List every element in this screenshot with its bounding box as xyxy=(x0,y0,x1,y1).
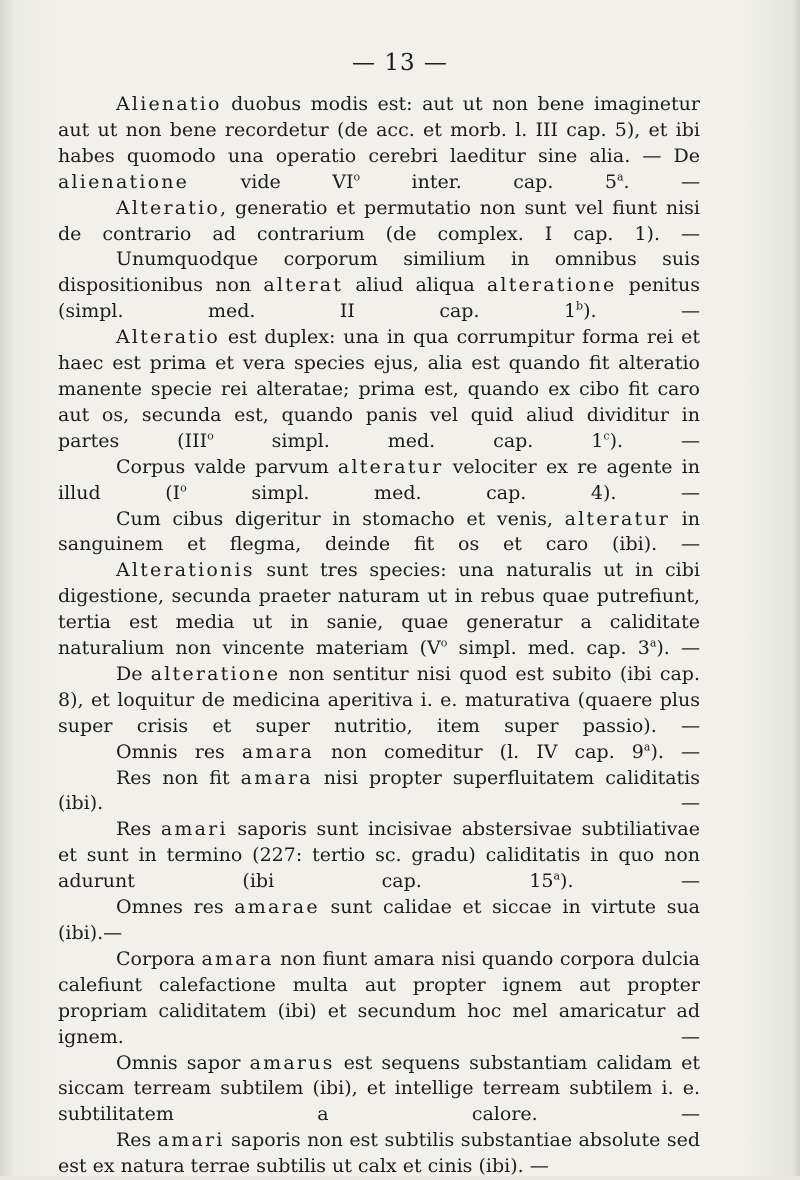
paragraph xyxy=(58,662,700,740)
text-run: simpl. med. cap. 1 xyxy=(213,429,604,452)
paragraph xyxy=(58,558,700,662)
spaced-keyword: alteratur xyxy=(564,507,671,530)
spaced-keyword: alteratione xyxy=(486,274,617,297)
spaced-keyword: amara xyxy=(201,947,274,970)
text-run: non fiunt amara nisi quando corpora dulcia calefiunt calefactione multa aut propter ignem aut propter propriam caliditatem (ibi) et secundum hoc mel amaricatur ad ignem. — xyxy=(58,947,700,1048)
paragraph xyxy=(58,895,700,947)
superscript: o xyxy=(440,636,448,650)
text-run: aliud aliqua xyxy=(343,274,487,297)
text-run: ). — xyxy=(609,429,700,452)
text-run: in sanguinem et flegma, deinde fit os et caro (ibi). — xyxy=(58,507,700,556)
text-run: penitus (simpl. med. II cap. 1 xyxy=(58,274,700,323)
spaced-keyword: Alteratio xyxy=(116,196,221,219)
text-run: simpl. med. cap. 4). — xyxy=(186,481,700,504)
superscript: b xyxy=(576,299,584,313)
text-run: est duplex: una in qua corrumpitur forma rei et haec est prima et vera species ejus, alia est quando fit alteratio manente specie rei alteratae; prima est, quando ex cibo fit caro aut os, secunda est, quando panis vel quid aliud dividitur in partes (III xyxy=(58,326,700,452)
text-run: duobus modis est: aut ut non bene imaginetur aut ut non bene recordetur (de acc. et morb. l. III cap. 5), et ibi habes quomodo una operatio cerebri laeditur sine alia. — De xyxy=(58,93,700,167)
body-text xyxy=(58,92,700,1180)
text-run: Corpus valde parvum xyxy=(116,455,338,478)
superscript: o xyxy=(353,170,361,184)
text-run: . — xyxy=(623,170,700,193)
spaced-keyword: amarae xyxy=(234,896,320,919)
text-run: inter. cap. 5 xyxy=(360,170,617,193)
spaced-keyword: alteratione xyxy=(150,662,281,685)
text-run: Res xyxy=(116,818,161,841)
text-run: vide VI xyxy=(189,170,354,193)
spaced-keyword: amari xyxy=(160,818,228,841)
text-run: nisi propter superfluitatem caliditatis (ibi). — xyxy=(58,766,701,815)
text-run: Res xyxy=(116,1129,158,1152)
text-run: Omnis sapor xyxy=(116,1051,250,1074)
paragraph xyxy=(58,1128,700,1180)
page-number: — 13 — xyxy=(352,50,448,76)
paragraph xyxy=(58,740,700,766)
text-run: simpl. med. cap. 3 xyxy=(447,637,650,660)
text-run: Omnes res xyxy=(116,896,235,919)
spaced-keyword: amari xyxy=(157,1129,225,1152)
text-run: ). — xyxy=(583,300,700,323)
superscript: o xyxy=(207,429,214,443)
text-run: Omnis res xyxy=(116,740,242,763)
paragraph xyxy=(58,817,700,895)
text-run: Res non fit xyxy=(116,766,241,789)
text-run: ). — xyxy=(656,637,701,660)
spaced-keyword: amara xyxy=(241,740,314,763)
text-run: est sequens substantiam calidam et siccam terream subtilem (ibi), et intellige terream subtilem i. e. subtilitatem a calore. — xyxy=(58,1051,700,1126)
paragraph xyxy=(58,92,700,196)
text-run: , generatio et permutatio non sunt vel fiunt nisi de contrario ad contrarium (de complex. I cap. 1). — xyxy=(58,196,700,245)
text-run: Corpora xyxy=(116,947,202,970)
paragraph xyxy=(58,455,700,507)
text-run: velociter ex re agente in illud (I xyxy=(58,455,700,504)
text-run: Cum cibus digeritur in stomacho et venis, xyxy=(116,507,565,530)
paragraph xyxy=(58,507,700,559)
superscript: a xyxy=(616,170,624,184)
paragraph xyxy=(58,1051,700,1129)
text-run: ). — xyxy=(650,740,700,763)
superscript: a xyxy=(649,636,657,650)
superscript: o xyxy=(180,481,187,495)
superscript: a xyxy=(553,869,561,883)
text-run: Unumquodque corporum similium in omnibus suis dispositionibus non xyxy=(58,248,700,297)
paragraph xyxy=(58,247,700,325)
text-run: De xyxy=(116,662,151,685)
text-run: ). — xyxy=(560,870,700,893)
spaced-keyword: alteratur xyxy=(337,455,444,478)
paragraph xyxy=(58,196,700,248)
text-run: saporis sunt incisivae abstersivae subtiliativae et sunt in termino (227: tertio sc. gradu) caliditatis in quo non adurunt (ibi cap. 15 xyxy=(58,818,700,893)
text-run: non sentitur nisi quod est subito (ibi cap. 8), et loquitur de medicina aperitiva i. e. maturativa (quaere plus super crisis et super nutritio, item super passio). — xyxy=(58,662,700,737)
paragraph xyxy=(58,766,700,818)
spaced-keyword: Alteratio xyxy=(116,326,221,349)
superscript: a xyxy=(643,740,651,754)
text-run: sunt tres species: una naturalis ut in cibi digestione, secunda praeter naturam ut in rebus quae putrefiunt, tertia est media ut in sanie, quae generatur a caliditate naturalium non vincente materiam (V xyxy=(58,559,700,660)
spaced-keyword: amarus xyxy=(249,1051,335,1074)
spaced-keyword: Alterationis xyxy=(116,559,255,582)
text-run: non comeditur (l. IV cap. 9 xyxy=(313,740,644,763)
text-run: sunt calidae et siccae in virtute sua (ibi).— xyxy=(58,896,701,944)
paragraph xyxy=(58,947,700,1051)
superscript: c xyxy=(603,429,610,443)
spaced-keyword: Alienatio xyxy=(116,93,222,115)
spaced-keyword: amara xyxy=(240,766,313,789)
spaced-keyword: alienatione xyxy=(58,170,190,193)
paragraph xyxy=(58,325,700,455)
spaced-keyword: alterat xyxy=(263,274,344,297)
text-run: saporis non est subtilis substantiae absolute sed est ex natura terrae subtilis ut calx et cinis (ibi). — xyxy=(58,1129,700,1178)
